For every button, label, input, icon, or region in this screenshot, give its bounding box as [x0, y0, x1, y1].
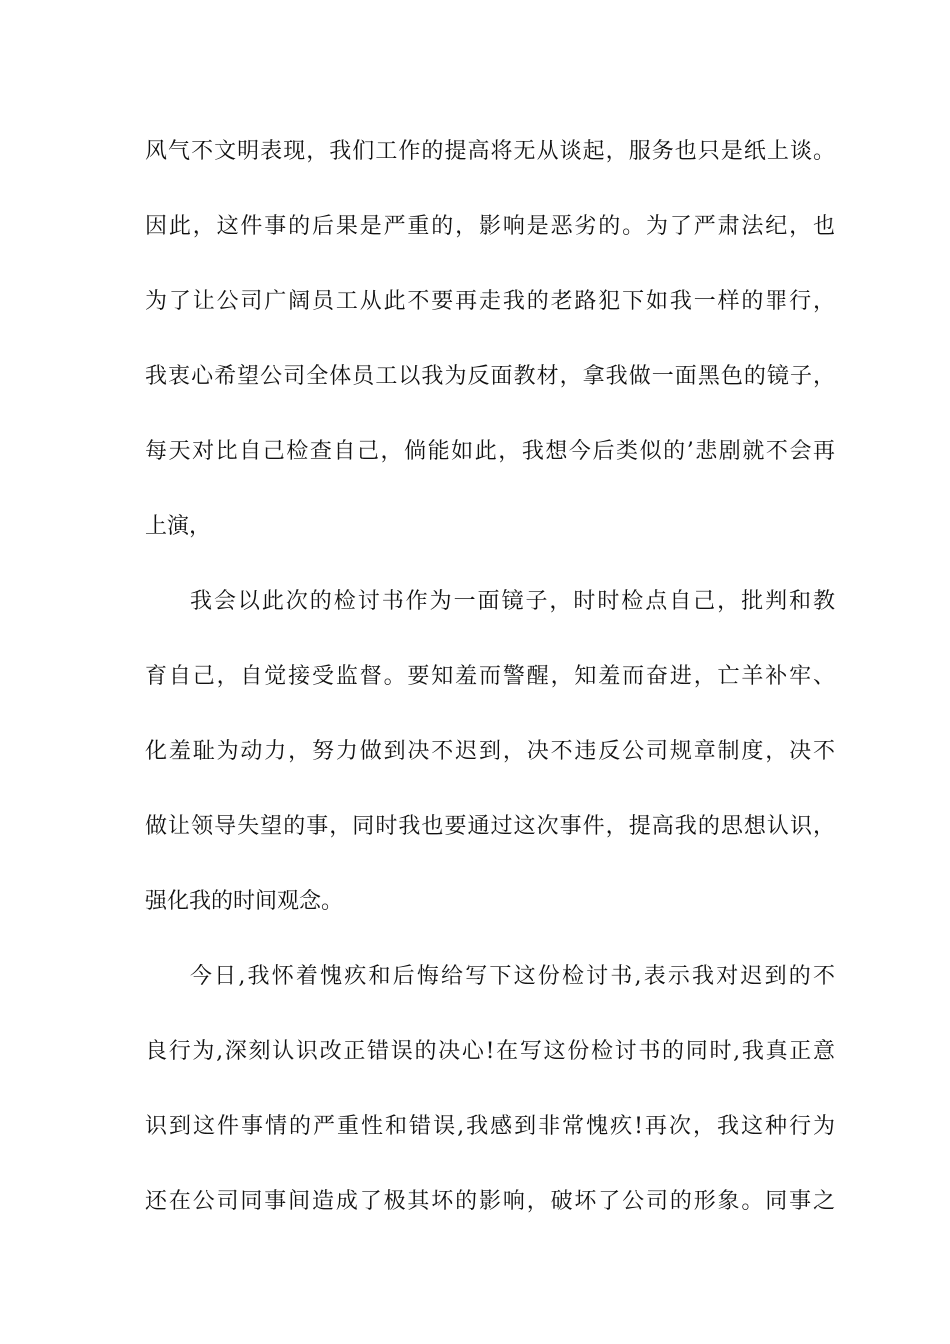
text-line: 育自己，自觉接受监督。要知羞而警醒，知羞而奋进，亡羊补牢、	[145, 664, 835, 689]
text-line: 强化我的时间观念。	[145, 889, 344, 914]
text-line: 做让领导失望的事，同时我也要通过这次事件，提高我的思想认识，	[145, 814, 835, 839]
text-line: 我衷心希望公司全体员工以我为反面教材，拿我做一面黑色的镜子，	[145, 364, 835, 389]
text-line: 风气不文明表现，我们工作的提高将无从谈起，服务也只是纸上谈。	[145, 139, 835, 164]
text-line: 还在公司同事间造成了极其坏的影响，破坏了公司的形象。同事之	[145, 1189, 835, 1214]
text-line: 化羞耻为动力，努力做到决不迟到，决不违反公司规章制度，决不	[145, 739, 835, 764]
text-line: 因此，这件事的后果是严重的，影响是恶劣的。为了严肃法纪，也	[145, 214, 835, 239]
text-line: 我会以此次的检讨书作为一面镜子，时时检点自己，批判和教	[190, 589, 835, 614]
text-line: 今日,我怀着愧疚和后悔给写下这份检讨书,表示我对迟到的不	[190, 964, 835, 989]
text-line: 上演，	[145, 514, 212, 539]
text-line: 每天对比自己检查自己，倘能如此，我想今后类似的’悲剧就不会再	[145, 439, 835, 464]
text-line: 为了让公司广阔员工从此不要再走我的老路犯下如我一样的罪行，	[145, 289, 835, 314]
text-line: 良行为,深刻认识改正错误的决心!在写这份检讨书的同时,我真正意	[145, 1039, 835, 1064]
text-line: 识到这件事情的严重性和错误,我感到非常愧疚!再次，我这种行为	[145, 1114, 835, 1139]
